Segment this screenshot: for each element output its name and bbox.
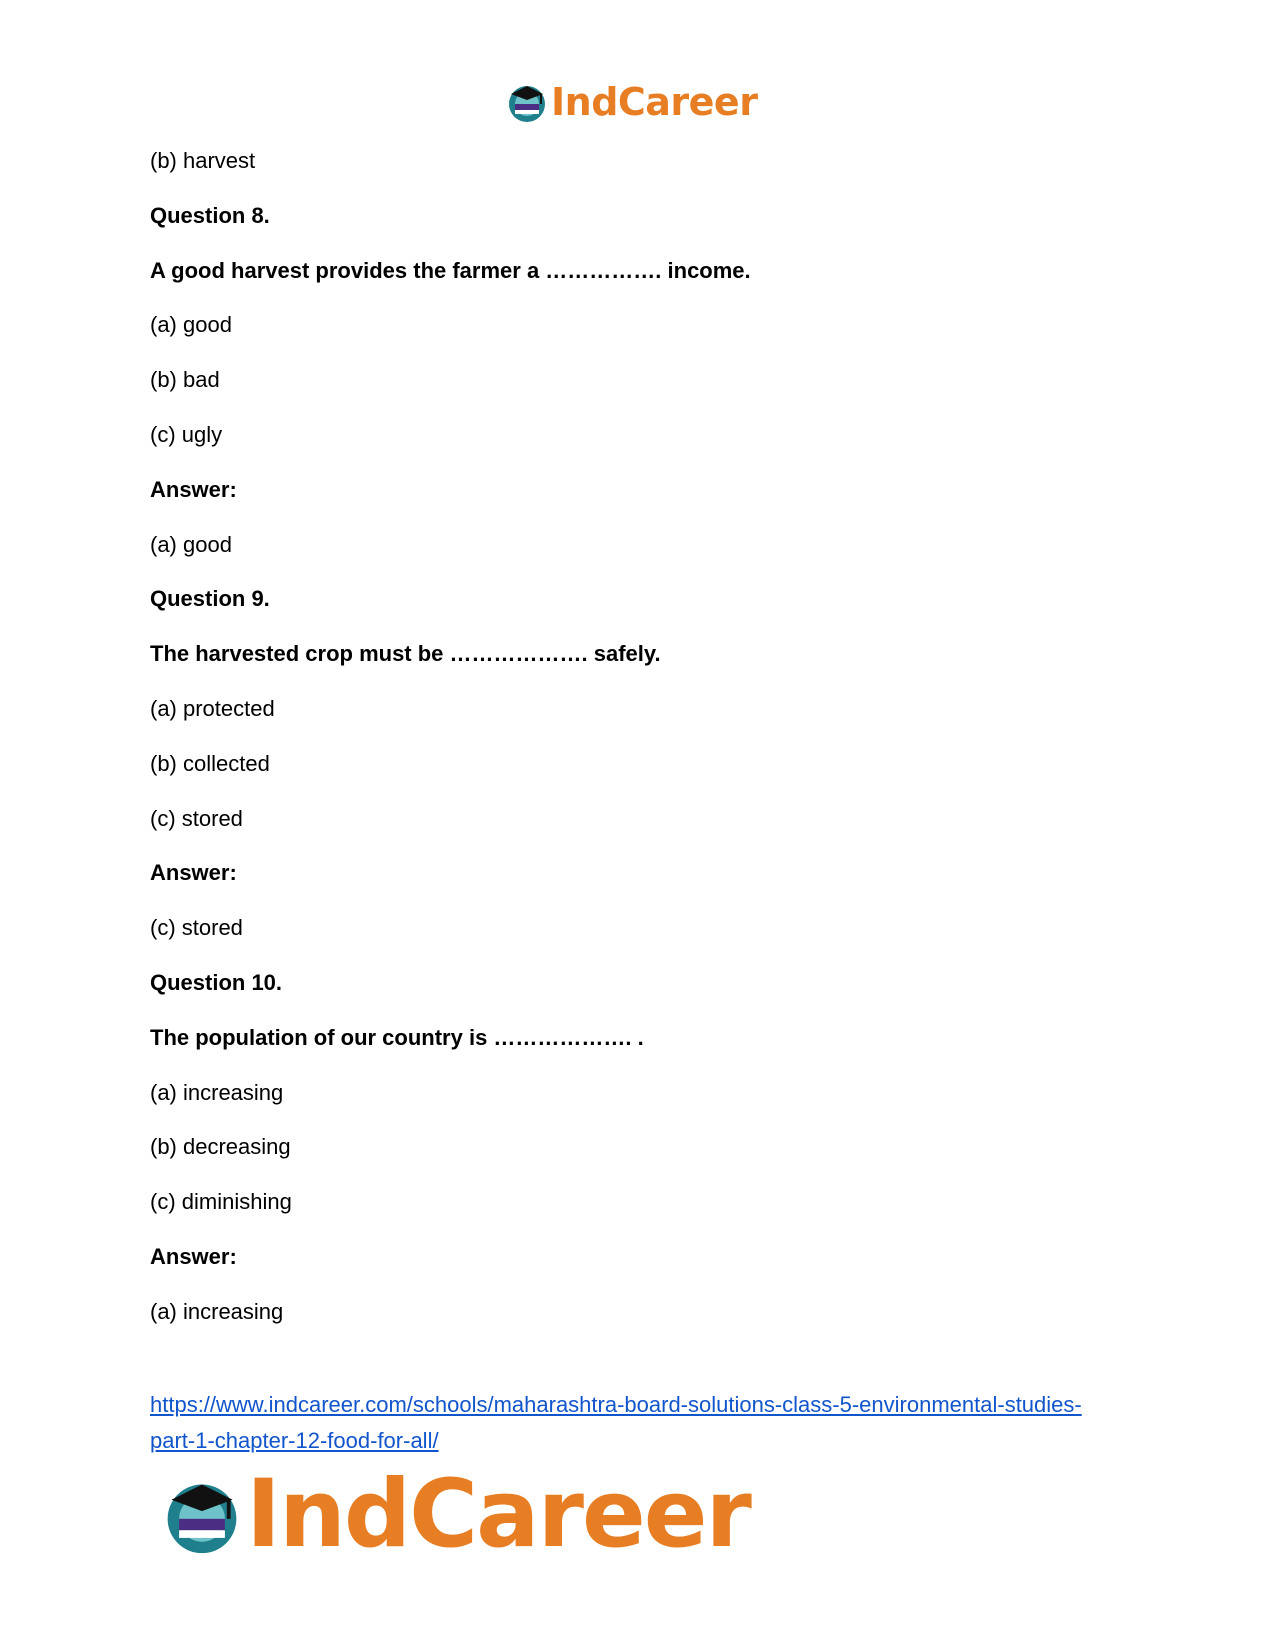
question-text-line: Question 9. [150,586,270,611]
question-text-line: Answer: [150,477,237,502]
option-text-line: (a) good [150,312,232,337]
question-text-line: A good harvest provides the farmer a ……………. income. [150,258,751,283]
option-text-line: (c) stored [150,915,243,940]
footer-logo [160,1460,750,1569]
question-text-line: Answer: [150,860,237,885]
question-text-line: Question 10. [150,970,283,995]
option-text-line: (b) collected [150,751,270,776]
option-text-line: (a) good [150,532,232,557]
option-text-line: (b) bad [150,367,220,392]
question-text-line: Question 8. [150,203,270,228]
source-link-line-1[interactable]: https://www.indcareer.com/schools/maharashtra-board-solutions-class-5-environmental-studies- [150,1392,1082,1417]
graduation-globe-icon [160,1473,244,1557]
footer-logo-text: IndCareer [246,1460,750,1569]
option-text-line: (c) stored [150,806,243,831]
header-logo [505,80,757,124]
source-link[interactable] [150,1387,1150,1459]
question-text-line: The harvested crop must be ………………. safely. [150,641,661,666]
option-text-line: (a) increasing [150,1080,284,1105]
option-text-line: (c) diminishing [150,1189,292,1214]
option-text-line: (c) ugly [150,422,223,447]
header-logo-text: IndCareer [551,80,758,124]
source-link-line-2[interactable]: part-1-chapter-12-food-for-all/ [150,1428,439,1453]
question-text-line: The population of our country is ………………. . [150,1025,644,1050]
option-text-line: (b) harvest [150,148,256,173]
option-text-line: (a) protected [150,696,275,721]
option-text-line: (a) increasing [150,1299,284,1324]
question-text-line: Answer: [150,1244,237,1269]
option-text-line: (b) decreasing [150,1134,291,1159]
graduation-globe-icon [505,80,549,124]
